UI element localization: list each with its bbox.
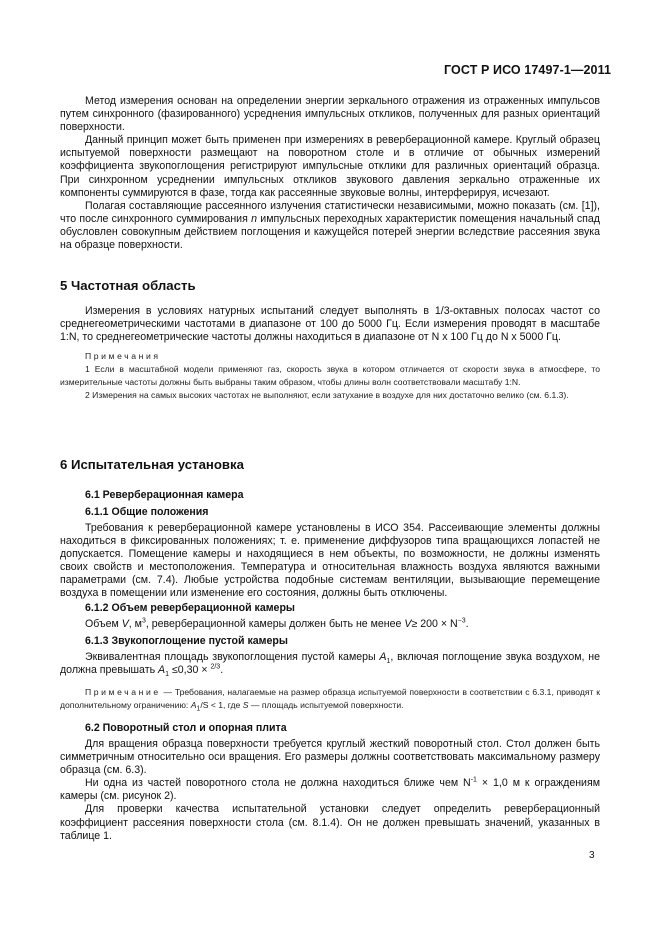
section-5-paragraph: Измерения в условиях натурных испытаний следует выполнять в 1/3-октавных полосах частот со среднегеометрическими частотами в диапазоне от 100 до 5000 Гц. Если измерения проводят в масштабе 1:N, то среднегеометрические частоты должны находиться в диапазоне от N x 100 Гц до N x 5000 Гц. xyxy=(60,305,600,344)
note-1: 1 Если в масштабной модели применяют газ, скорость звука в котором отличается от скорости звука в атмосфере, то измерительные частоты должны быть выбраны таким образом, чтобы длины волн соответствовали масштабу 1:N. xyxy=(60,364,600,388)
notes-label: Примечания xyxy=(85,351,161,361)
section-6-2-heading: 6.2 Поворотный стол и опорная плита xyxy=(85,722,287,734)
note-2: 2 Измерения на самых высоких частотах не выполняют, если затухание в воздухе для них достаточно велико (см. 6.1.3). xyxy=(85,390,569,401)
section-5-heading: 5 Частотная область xyxy=(60,278,196,293)
section-6-heading: 6 Испытательная установка xyxy=(60,457,244,472)
standard-code-header: ГОСТ Р ИСО 17497-1—2011 xyxy=(444,63,611,77)
section-6-1-1-paragraph: Требования к реверберационной камере установлены в ИСО 354. Рассеивающие элементы должны находиться в фиксированных положениях; т. е. применение диффузоров типа вращающихся лопастей не допускается. Помещение камеры и находящиеся в нем объекты, по возможности, не должны изменять своих свойств и местоположения. Температура и относительная влажность воздуха являются важными параметрами (см. 7.4). Любые устройства подобные системам вентиляции, вызывающие перемещение воздуха в помещении или изменение его состояния, должны быть отключены. xyxy=(60,522,600,600)
section-5-notes xyxy=(60,350,600,402)
section-6-1-3-note: Примечание — Требования, налагаемые на размер образца испытуемой поверхности в соответствии с 6.3.1, приводят к дополнительному ограничению: $A_1/S < 1$, где S — площадь испытуемой поверхности. xyxy=(60,687,600,713)
section-6-2-paragraph-1: Для вращения образца поверхности требуется круглый жесткий поворотный стол. Стол должен быть симметричным относительно оси вращения. Его размеры должны соответствовать максимальному размеру образца (см. 6.3). xyxy=(60,738,600,777)
intro-paragraph-1: Метод измерения основан на определении энергии зеркального отражения из отраженных импульсов путем синхронного (фазированного) усреднения импульсных откликов, полученных для разных ориентаций поверхности. xyxy=(60,95,600,134)
intro-text xyxy=(60,95,600,252)
section-6-1-2-paragraph: Объем V, $м^3$, реверберационной камеры должен быть не менее $V\ge 200 \times N^{-3}$. xyxy=(85,617,469,630)
intro-paragraph-2: Данный принцип может быть применен при измерениях в реверберационной камере. Круглый образец испытуемой поверхности размещают на поворотном столе и в отличие от обычных измерений коэффициента звукопоглощения регистрируют импульсные отклики для различных ориентаций образца. При синхронном усреднении импульсных откликов звукового давления зеркально отраженные их компоненты суммируются в фазе, тогда как рассеянные звуковые волны, интерферируя, исчезают. xyxy=(60,134,600,199)
section-6-1-3-paragraph: Эквивалентная площадь звукопоглощения пустой камеры $A_1$, включая поглощение звука воздухом, не должна превышать $A_1 \le 0,30 \times ^{2/3}$. xyxy=(60,651,600,679)
section-6-1-2-heading: 6.1.2 Объем реверберационной камеры xyxy=(85,602,295,614)
section-6-2-paragraph-3: Для проверки качества испытательной установки следует определить реверберационный коэффициент рассеяния поверхности стола (см. 8.1.4). Он не должен превышать значений, указанных в таблице 1. xyxy=(60,803,600,842)
page-number: 3 xyxy=(589,850,595,861)
section-6-2-text xyxy=(60,738,600,843)
section-6-1-heading: 6.1 Реверберационная камера xyxy=(85,489,244,501)
intro-paragraph-3: Полагая составляющие рассеянного излучения статистически независимыми, можно показать (см. [1]), что после синхронного суммирования n импульсных переходных характеристик помещения начальный спад обусловлен совокупным действием поглощения и кажущейся потерей энергии вследствие рассеяния звука на образце поверхности. xyxy=(60,199,600,252)
section-6-1-1-heading: 6.1.1 Общие положения xyxy=(85,506,209,518)
section-6-2-paragraph-2: Ни одна из частей поворотного стола не должна находиться ближе чем $N^{-1} \times 1,0$ м к ограждениям камеры (см. рисунок 2). xyxy=(60,776,600,803)
section-6-1-3-heading: 6.1.3 Звукопоглощение пустой камеры xyxy=(85,635,288,647)
